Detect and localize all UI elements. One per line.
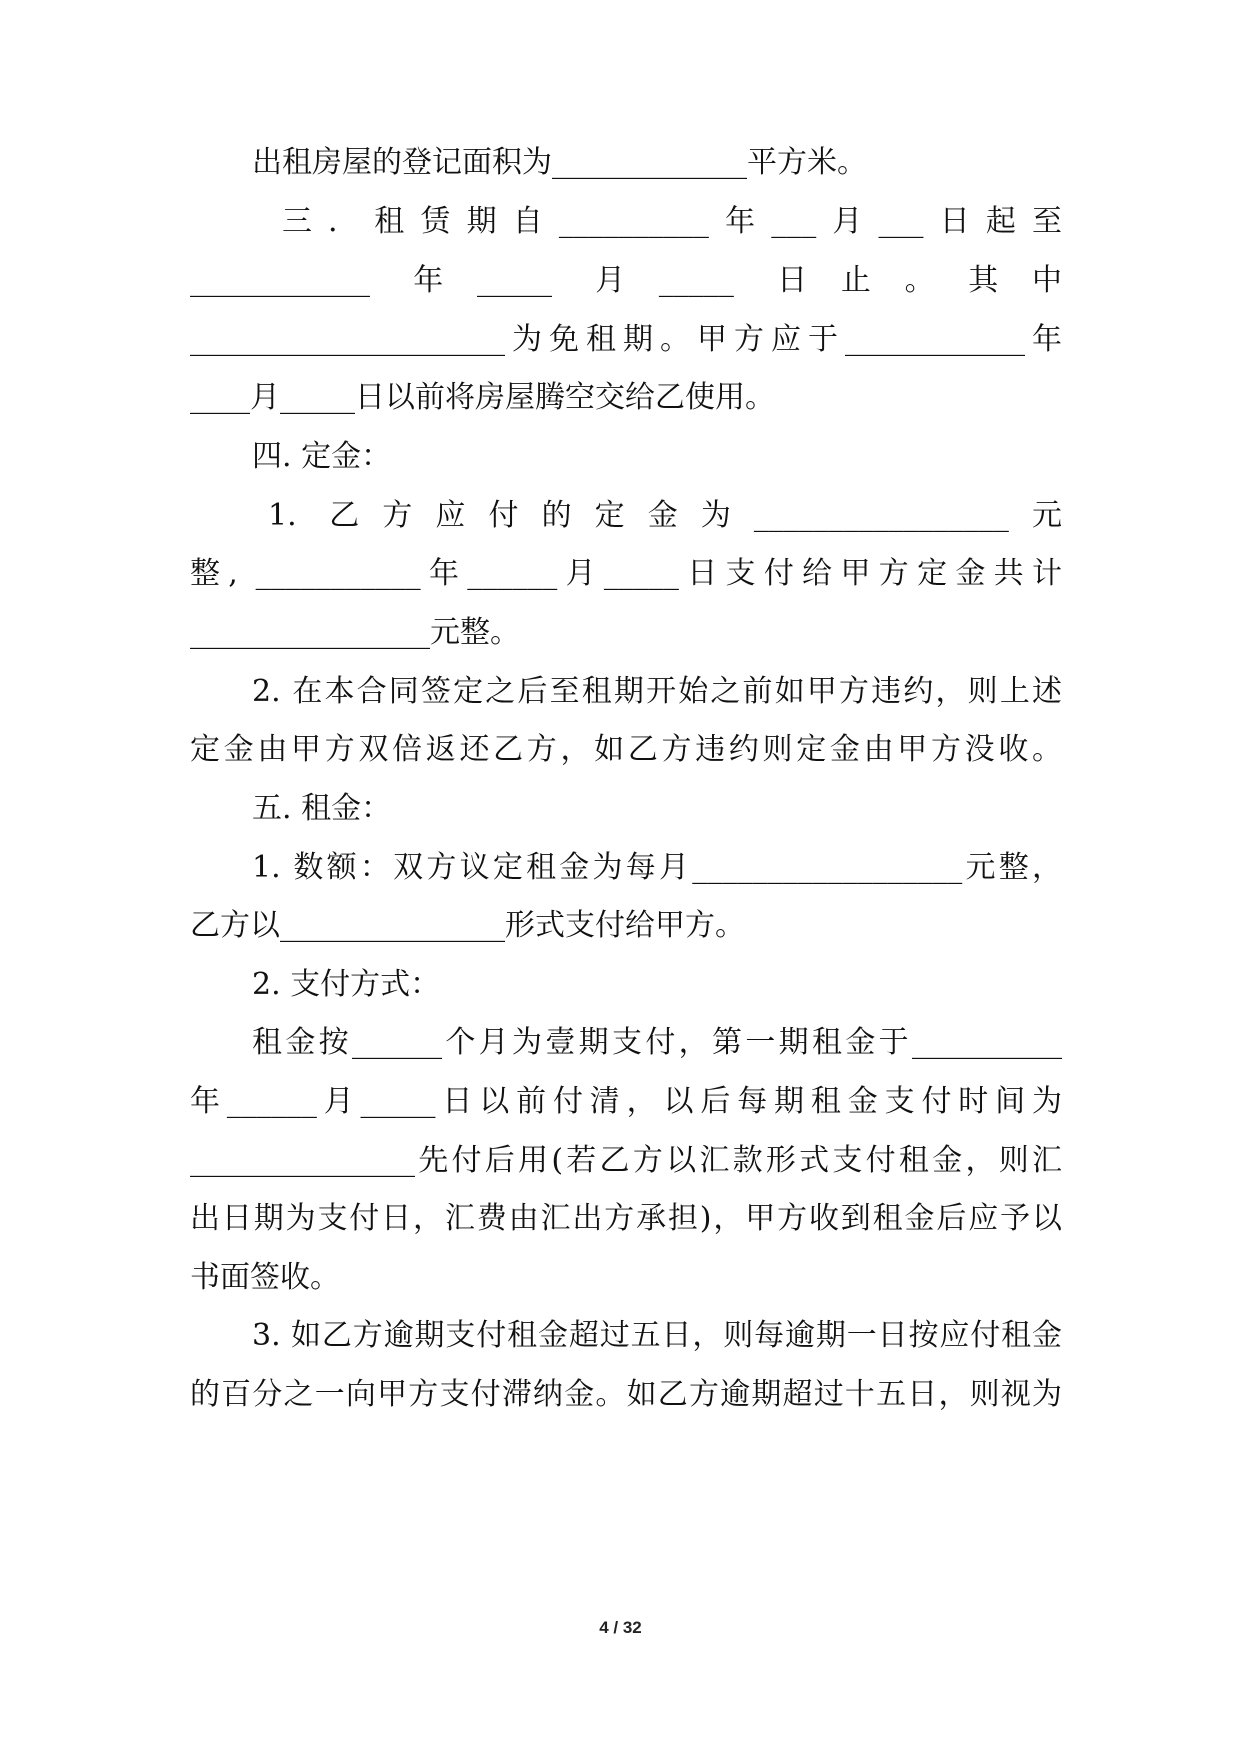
text-line-late-payment: 3. 如乙方逾期支付租金超过五日，则每逾期一日按应付租金 (252, 1318, 1062, 1353)
text-line-remittance-clause: 出日期为支付日，汇费由汇出方承担)，甲方收到租金后应予以 (190, 1201, 1062, 1236)
text-line-rent-amount: 1. 数额：双方议定租金为每月__________________元整， (252, 850, 1062, 885)
text-line-rent-free-period: _____________________为免租期。甲方应于____________年 (190, 322, 1062, 357)
section-heading-deposit: 四. 定金： (252, 439, 392, 474)
text-line-late-fee: 的百分之一向甲方支付滞纳金。如乙方逾期超过十五日，则视为 (190, 1377, 1062, 1412)
section-heading-rent: 五. 租金： (252, 791, 392, 826)
text-line-lease-term-end: ____________ 年_____ 月_____ 日止。其中 (190, 263, 1062, 298)
text-line-payment-schedule: 年______月_____日以前付清，以后每期租金支付时间为 (190, 1084, 1062, 1119)
text-line-breach-clause: 2. 在本合同签定之后至租期开始之前如甲方违约，则上述 (252, 674, 1062, 709)
text-line-deposit-total: ________________元整。 (190, 615, 520, 650)
text-line-lease-term-start: 三．租赁期自__________年___月___日起至 (282, 204, 1062, 239)
subheading-payment-method: 2. 支付方式： (252, 967, 441, 1002)
text-line-payment-period: 租金按______个月为壹期支付，第一期租金于__________ (252, 1025, 1062, 1060)
text-line-deposit-payment-date: 整, ___________年______月_____日支付给甲方定金共计 (190, 556, 1062, 591)
page-number: 4 / 32 (599, 1618, 642, 1637)
text-line-breach-clause-cont: 定金由甲方双倍返还乙方，如乙方违约则定金由甲方没收。 (190, 732, 1062, 767)
text-line-written-receipt: 书面签收。 (190, 1260, 340, 1295)
text-line-deposit-amount: 1. 乙方应付的定金为_________________元 (268, 498, 1062, 533)
text-line-handover-date: ____月_____日以前将房屋腾空交给乙使用。 (190, 380, 775, 415)
text-line-registered-area: 出租房屋的登记面积为_____________平方米。 (252, 145, 867, 180)
text-line-prepay-clause: _______________先付后用(若乙方以汇款形式支付租金，则汇 (190, 1143, 1062, 1178)
text-line-rent-form: 乙方以_______________形式支付给甲方。 (190, 908, 745, 943)
